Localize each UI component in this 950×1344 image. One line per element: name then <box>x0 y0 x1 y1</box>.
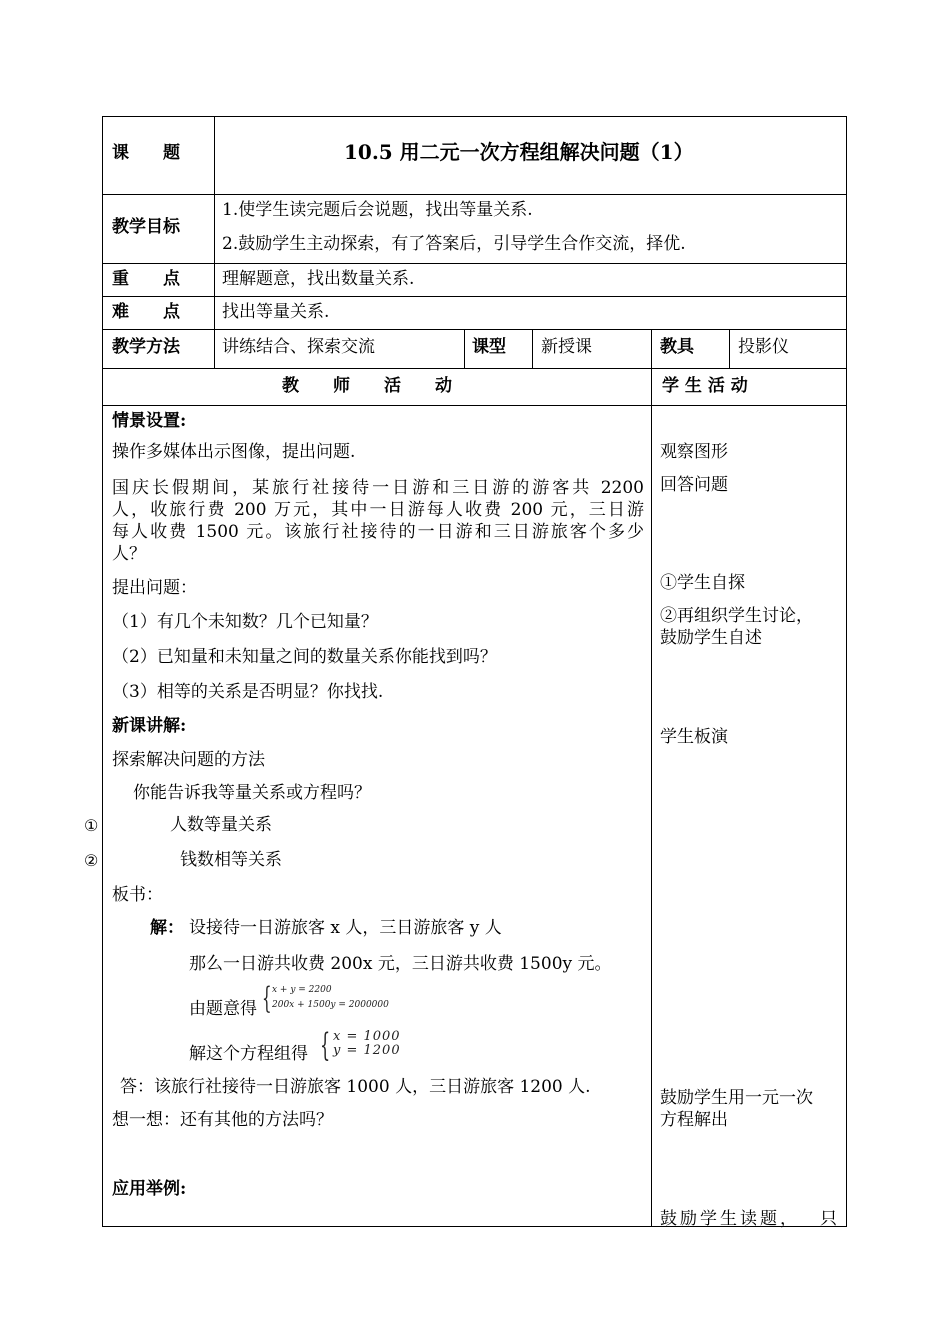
lesson-type-label: 课型 <box>472 337 506 357</box>
system-brace: { <box>262 981 272 1016</box>
teaching-goal-2: 2.鼓励学生主动探索，有了答案后，引导学生合作交流，择优. <box>222 234 686 254</box>
student-encourage-line: 方程解出 <box>660 1110 728 1130</box>
new-lesson-heading: 新课讲解: <box>112 716 187 736</box>
solution-brace: { <box>320 1026 331 1064</box>
row-divider <box>102 405 847 406</box>
table-border-left <box>102 116 103 1227</box>
student-self-explore: ①学生自探 <box>660 573 745 593</box>
board-label: 板书： <box>112 885 163 905</box>
think-line: 想一想：还有其他的方法吗？ <box>112 1110 333 1130</box>
difficulty-label: 难 点 <box>112 302 180 322</box>
student-observe: 观察图形 <box>660 442 728 462</box>
scene-heading: 情景设置: <box>112 411 187 431</box>
type-value-left-divider <box>532 329 533 368</box>
student-read-line-tail: 只 <box>820 1209 837 1229</box>
activity-column-divider <box>651 329 652 1227</box>
teaching-tool-value: 投影仪 <box>738 337 789 357</box>
row-divider <box>102 368 847 369</box>
answer-line: 答：该旅行社接待一日游旅客 1000 人，三日游旅客 1200 人. <box>120 1077 591 1097</box>
student-board: 学生板演 <box>660 727 728 747</box>
solve-line: 设接待一日游旅客 x 人，三日游旅客 y 人 <box>189 918 502 938</box>
key-point-label: 重 点 <box>112 269 180 289</box>
student-activity-header: 学 生 活 动 <box>662 376 748 396</box>
key-point-value: 理解题意，找出数量关系. <box>222 269 415 289</box>
from-problem-label: 由题意得 <box>189 999 257 1019</box>
lesson-type-value: 新授课 <box>541 337 592 357</box>
question-2: （2）已知量和未知量之间的数量关系你能找到吗？ <box>112 647 497 667</box>
question-1: （1）有几个未知数？几个已知量？ <box>112 612 378 632</box>
lesson-title: 10.5 用二元一次方程组解决问题（1） <box>344 140 694 164</box>
charge-line: 那么一日游共收费 200x 元，三日游共收费 1500y 元。 <box>189 954 612 974</box>
ask-heading: 提出问题： <box>112 578 197 598</box>
solve-label: 解： <box>150 918 184 938</box>
teacher-activity-header: 教 师 活 动 <box>282 376 452 396</box>
solution-x: x = 1000 <box>333 1029 401 1044</box>
equation-2: 200x + 1500y = 2000000 <box>272 1000 389 1010</box>
relation-mark-2: ② <box>84 851 99 870</box>
subject-label: 课 题 <box>112 143 180 163</box>
scene-line: 操作多媒体出示图像，提出问题. <box>112 442 356 462</box>
teaching-tool-label: 教具 <box>660 337 694 357</box>
teaching-goal-1: 1.使学生读完题后会说题，找出等量关系. <box>222 200 533 220</box>
relation-text-2: 钱数相等关系 <box>180 850 282 870</box>
teaching-method-value: 讲练结合、探索交流 <box>222 337 375 357</box>
label-column-divider <box>214 116 215 368</box>
relation-mark-1: ① <box>84 816 99 835</box>
teaching-method-label: 教学方法 <box>112 337 180 357</box>
problem-line: 人？ <box>112 544 146 564</box>
student-discuss-line: 鼓励学生自述 <box>660 628 762 648</box>
student-read-line: 鼓励学生读题， <box>660 1209 800 1229</box>
relation-text-1: 人数等量关系 <box>170 815 272 835</box>
difficulty-value: 找出等量关系. <box>222 302 330 322</box>
table-border-right <box>846 116 847 1227</box>
ask-relation-line: 你能告诉我等量关系或方程吗？ <box>133 783 371 803</box>
equation-1: x + y = 2200 <box>272 985 332 995</box>
explore-line: 探索解决问题的方法 <box>112 750 265 770</box>
problem-line: 国庆长假期间，某旅行社接待一日游和三日游的游客共 2200 <box>112 478 644 498</box>
student-answer: 回答问题 <box>660 475 728 495</box>
question-3: （3）相等的关系是否明显？你找找. <box>112 682 384 702</box>
solve-system-label: 解这个方程组得 <box>189 1044 308 1064</box>
problem-line: 人，收旅行费 200 万元，其中一日游每人收费 200 元，三日游 <box>112 500 644 520</box>
type-label-left-divider <box>464 329 465 368</box>
teaching-goal-label: 教学目标 <box>112 217 180 237</box>
problem-line: 每人收费 1500 元。该旅行社接待的一日游和三日游旅客个多少 <box>112 522 644 542</box>
example-heading: 应用举例: <box>112 1179 187 1199</box>
student-discuss-line: ②再组织学生讨论， <box>660 606 813 626</box>
solution-y: y = 1200 <box>333 1043 401 1058</box>
student-encourage-line: 鼓励学生用一元一次 <box>660 1088 813 1108</box>
tool-value-left-divider <box>729 329 730 368</box>
